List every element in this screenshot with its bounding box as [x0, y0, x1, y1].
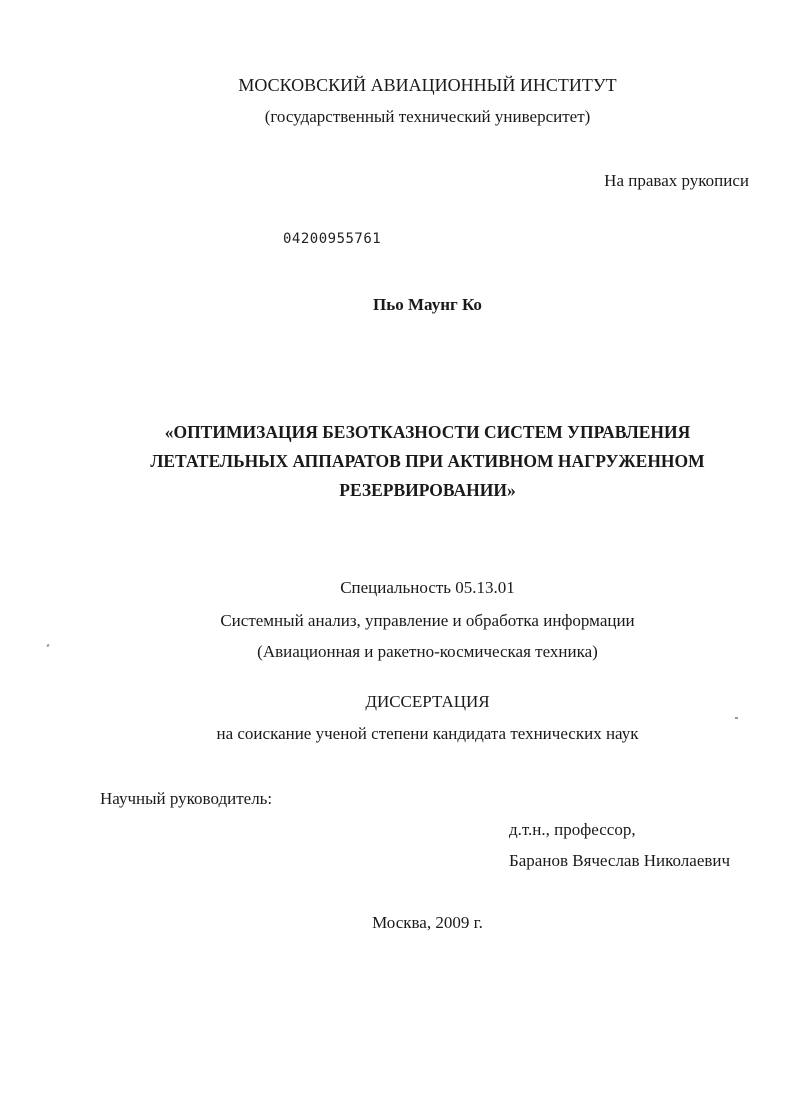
advisor-name: Баранов Вячеслав Николаевич — [509, 851, 731, 870]
specialty-name: Системный анализ, управление и обработка информации — [220, 611, 635, 630]
work-type: ДИССЕРТАЦИЯ — [365, 692, 490, 711]
institute-subtitle: (государственный технический университет) — [264, 107, 591, 126]
title-line: «ОПТИМИЗАЦИЯ БЕЗОТКАЗНОСТИ СИСТЕМ УПРАВЛЕНИЯ — [164, 422, 691, 442]
scan-speck — [735, 717, 738, 719]
institute-name: МОСКОВСКИЙ АВИАЦИОННЫЙ ИНСТИТУТ — [238, 75, 617, 95]
title-line: ЛЕТАТЕЛЬНЫХ АППАРАТОВ ПРИ АКТИВНОМ НАГРУЖЕННОМ — [150, 451, 705, 471]
specialty-area: (Авиационная и ракетно-космическая техника) — [257, 642, 598, 661]
title-line: РЕЗЕРВИРОВАНИИ» — [339, 480, 516, 500]
city-year: Москва, 2009 г. — [372, 913, 483, 932]
rights-note: На правах рукописи — [604, 171, 749, 190]
author-name: Пьо Маунг Ко — [373, 295, 482, 314]
specialty-code: Специальность 05.13.01 — [340, 578, 515, 597]
catalog-code: 04200955761 — [283, 231, 382, 247]
dissertation-title — [30, 418, 795, 505]
advisor-label: Научный руководитель: — [100, 789, 273, 808]
degree-line: на соискание ученой степени кандидата технических наук — [216, 724, 639, 743]
advisor-title: д.т.н., профессор, — [509, 820, 636, 839]
